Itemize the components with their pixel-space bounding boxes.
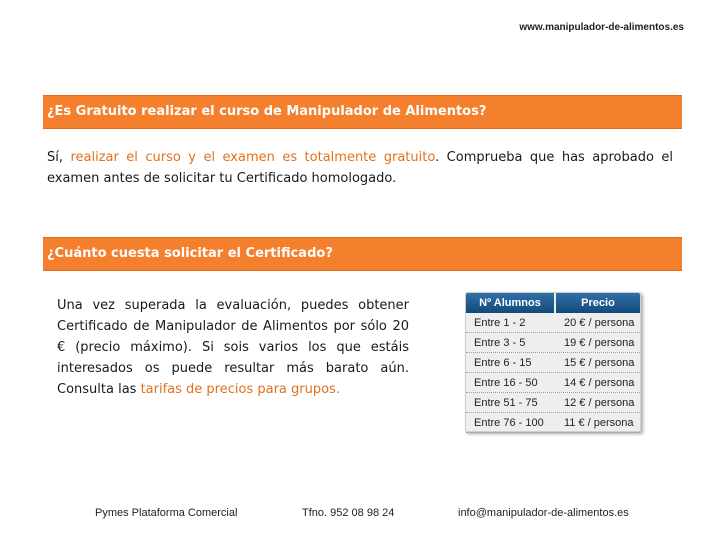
section-title-certificate-cost: ¿Cuánto cuesta solicitar el Certificado? — [43, 237, 682, 271]
price-table-header — [466, 293, 640, 313]
header-price: Precio — [556, 293, 640, 313]
students-range: Entre 16 - 50 — [474, 376, 538, 389]
footer-company: Pymes Plataforma Comercial — [95, 507, 238, 519]
free-course-paragraph — [47, 147, 673, 189]
price-table — [465, 292, 641, 432]
table-row — [466, 373, 640, 393]
students-range: Entre 1 - 2 — [474, 316, 526, 329]
paragraph-text: Sí, — [47, 150, 71, 165]
footer-email[interactable]: info@manipulador-de-alimentos.es — [458, 507, 629, 519]
students-range: Entre 51 - 75 — [474, 396, 538, 409]
group-pricing-link[interactable]: tarifas de precios para grupos. — [140, 382, 340, 397]
price-value: 19 € / persona — [564, 336, 635, 349]
price-value: 15 € / persona — [564, 356, 635, 369]
students-range: Entre 6 - 15 — [474, 356, 532, 369]
paragraph-text: Una vez superada la evaluación, puedes obtener Certificado de Manipulador de Alimentos por sólo 20 € (precio máximo). Si sois varios los que estáis interesados os puede resultar más barato aún. Consulta las — [57, 298, 409, 397]
section-title-free-course: ¿Es Gratuito realizar el curso de Manipulador de Alimentos? — [43, 95, 682, 129]
table-row — [466, 353, 640, 373]
table-row — [466, 413, 640, 433]
price-value: 20 € / persona — [564, 316, 635, 329]
paragraph-text: . Comprueba que has aprobado el examen antes de solicitar tu Certificado homologado. — [47, 150, 673, 186]
table-row — [466, 333, 640, 353]
header-students: Nº Alumnos — [466, 293, 554, 313]
students-range: Entre 3 - 5 — [474, 336, 526, 349]
free-course-link[interactable]: realizar el curso y el examen es totalmente gratuito — [70, 150, 436, 165]
site-url[interactable]: www.manipulador-de-alimentos.es — [519, 22, 684, 33]
students-range: Entre 76 - 100 — [474, 416, 544, 429]
certificate-cost-paragraph — [57, 295, 409, 400]
table-row — [466, 393, 640, 413]
table-row — [466, 313, 640, 333]
footer-phone: Tfno. 952 08 98 24 — [302, 507, 395, 519]
price-value: 11 € / persona — [564, 416, 634, 429]
price-value: 12 € / persona — [564, 396, 635, 409]
price-value: 14 € / persona — [564, 376, 635, 389]
